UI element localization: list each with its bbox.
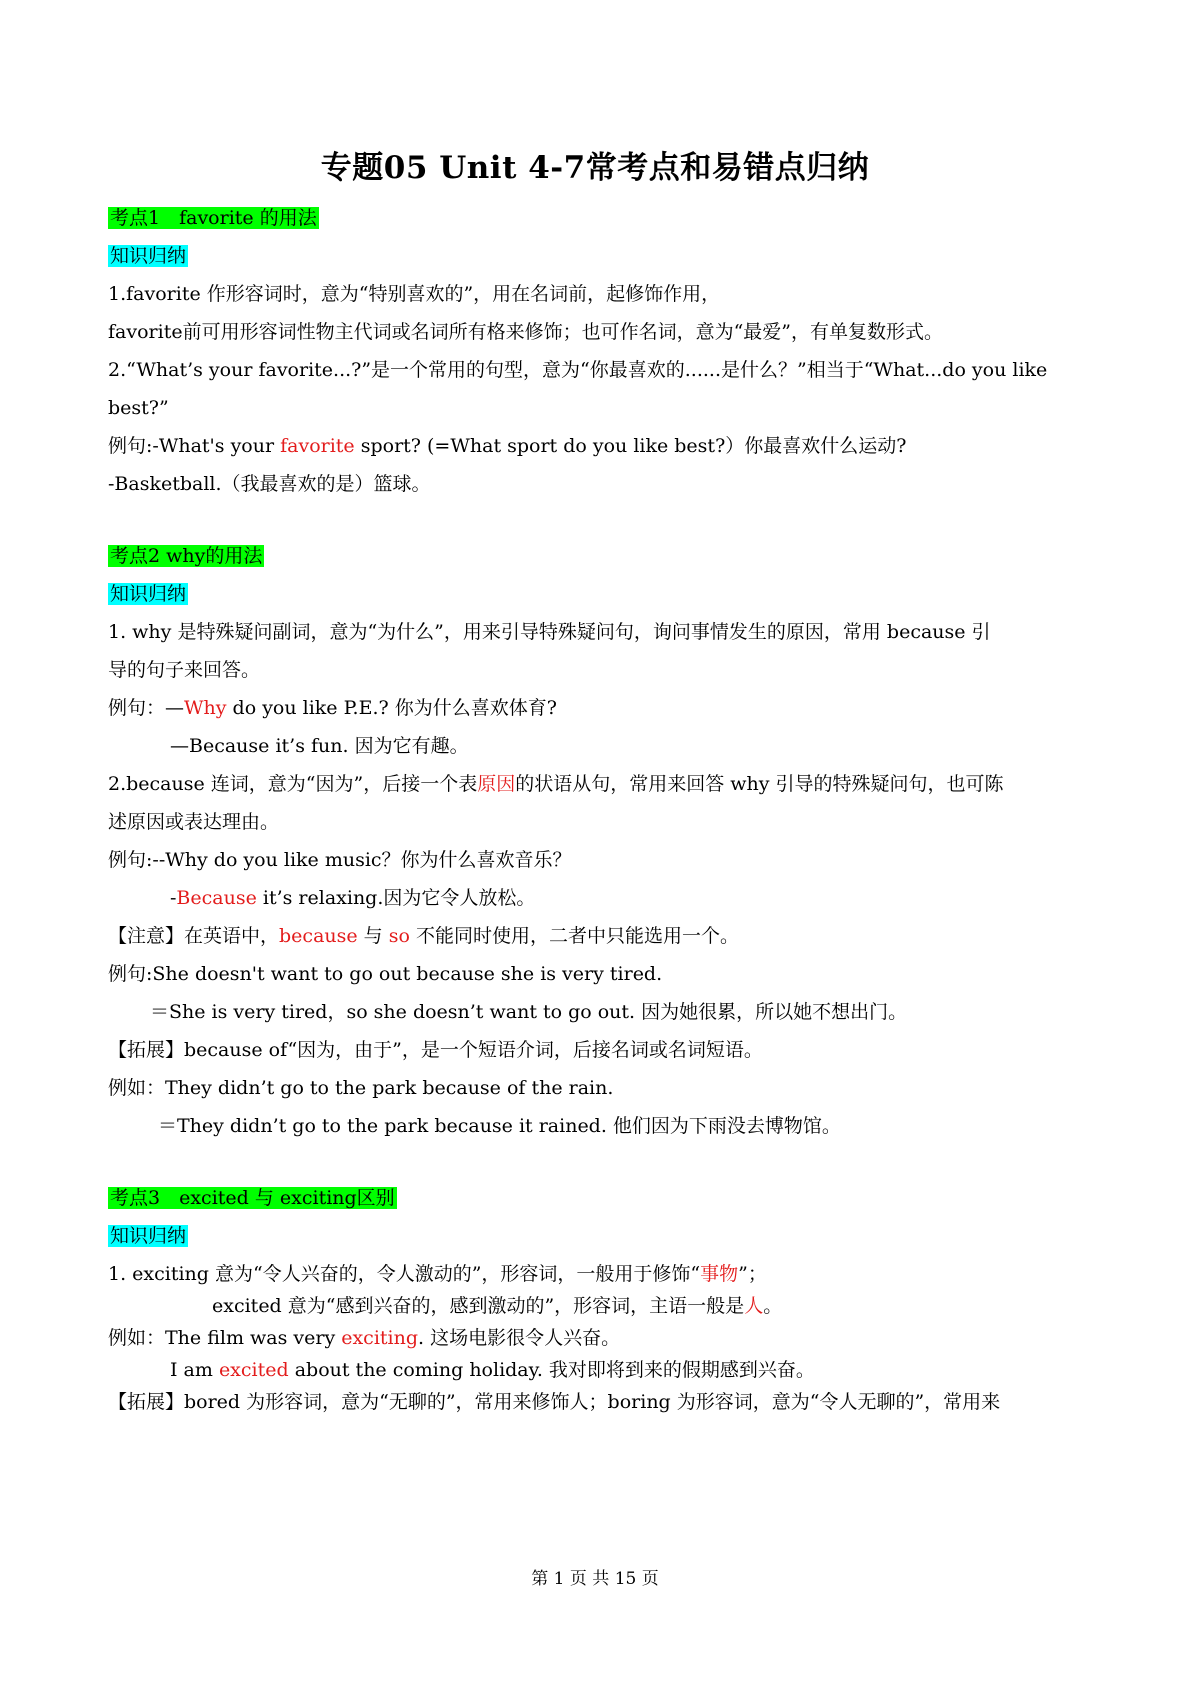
s2-note-2: 【拓展】because of“因为，由于”，是一个短语介词，后接名词或名词短语。 [108,1039,763,1061]
s2-note-1 [108,923,1082,949]
section-2-heading: 考点2 why的用法 [110,545,263,567]
s2-paragraph-3-a: 2.because 连词，意为“因为”，后接一个表 [108,773,478,795]
s3-paragraph-2-b: 。 [763,1295,783,1317]
s2-example-3-red: Because [176,887,257,909]
s3-example-1-red: exciting [341,1327,419,1349]
section-1-sub-line [108,243,1082,269]
page-footer: 第 1 页 共 15 页 [531,1569,659,1589]
s3-example-2-red: excited [218,1359,289,1381]
s3-example-1-b: . 这场电影很令人兴奋。 [418,1327,621,1349]
s2-example-3-b: it’s relaxing.因为它令人放松。 [256,887,536,909]
s3-example-1 [108,1325,1082,1351]
s1-paragraph-2: favorite前可用形容词性物主代词或名词所有格来修饰；也可作名词，意为“最爱”，有单复数形式。 [108,321,944,343]
section-3-heading: 考点3 excited 与 exciting区别 [110,1187,395,1209]
s2-example-1-red: Why [184,697,227,719]
s2-note-1-a: 【注意】在英语中， [108,925,280,947]
s3-example-2-b: about the coming holiday. 我对即将到来的假期感到兴奋。 [288,1359,815,1381]
s3-paragraph-2 [212,1293,1082,1319]
s1-paragraph-3: 2.“What’s your favorite...?”是一个常用的句型，意为“你最喜欢的......是什么？”相当于“What...do you like [108,359,1048,381]
page-title: 专题05 Unit 4-7常考点和易错点归纳 [320,150,870,186]
s1-paragraph-1: 1.favorite 作形容词时，意为“特别喜欢的”，用在名词前，起修饰作用， [108,283,721,305]
s3-paragraph-1-a: 1. exciting 意为“令人兴奋的，令人激动的”，形容词，一般用于修饰“ [108,1263,701,1285]
s2-example-2: 例句:--Why do you like music？你为什么喜欢音乐？ [108,849,572,871]
section-2-sub-line [108,581,1082,607]
s2-paragraph-3-red: 原因 [477,773,516,795]
s2-paragraph-4: 述原因或表达理由。 [108,811,280,833]
section-2-subheading: 知识归纳 [110,583,187,605]
s1-example-1 [108,433,1082,459]
s3-paragraph-2-a: excited 意为“感到兴奋的，感到激动的”，形容词，主语一般是 [212,1295,745,1317]
s2-note-1-red-2: so [388,925,410,947]
s2-example-1-answer: —Because it’s fun. 因为它有趣。 [170,735,469,757]
s3-example-2 [170,1357,1082,1383]
section-3-subheading: 知识归纳 [110,1225,187,1247]
s2-example-3-a: - [170,887,177,909]
s3-note-1: 【拓展】bored 为形容词，意为“无聊的”，常用来修饰人；boring 为形容词，意为“令人无聊的”，常用来 [108,1391,1001,1413]
s2-example-7: ＝They didn’t go to the park because it rained. 他们因为下雨没去博物馆。 [158,1115,841,1137]
s3-example-2-a: I am [170,1359,219,1381]
s2-example-5: ＝She is very tired，so she doesn’t want to go out. 因为她很累，所以她不想出门。 [150,1001,908,1023]
s2-example-4: 例句:She doesn't want to go out because she is very tired. [108,963,663,985]
s2-example-6: 例如：They didn’t go to the park because of the rain. [108,1077,614,1099]
s2-note-1-b: 与 [357,925,389,947]
section-1-subheading: 知识归纳 [110,245,187,267]
s2-note-1-c: 不能同时使用，二者中只能选用一个。 [409,925,739,947]
section-1-heading-line [108,205,1082,231]
s3-example-1-a: 例如：The film was very [108,1327,342,1349]
s2-paragraph-3-b: 的状语从句，常用来回答 why 引导的特殊疑问句，也可陈 [515,773,1004,795]
s1-example-2: -Basketball.（我最喜欢的是）篮球。 [108,473,431,495]
s2-example-1-b: do you like P.E.? 你为什么喜欢体育? [226,697,557,719]
s2-note-1-red-1: because [279,925,358,947]
s1-example-1-red: favorite [280,435,355,457]
s3-paragraph-1-b: ”； [738,1263,767,1285]
s1-paragraph-4: best?” [108,397,169,419]
s2-paragraph-1: 1. why 是特殊疑问副词，意为“为什么”，用来引导特殊疑问句，询问事情发生的原因，常用 because 引 [108,621,991,643]
s3-paragraph-1-red: 事物 [700,1263,739,1285]
s2-example-3 [170,885,1082,911]
s2-paragraph-2: 导的句子来回答。 [108,659,261,681]
s3-paragraph-1 [108,1261,1082,1287]
s1-example-1-a: 例句:-What's your [108,435,281,457]
section-2-heading-line [108,543,1082,569]
s3-paragraph-2-red: 人 [744,1295,764,1317]
s2-paragraph-3 [108,771,1082,797]
s2-example-1-a: 例句：— [108,697,185,719]
section-3-heading-line [108,1185,1082,1211]
section-3-sub-line [108,1223,1082,1249]
s1-example-1-b: sport? (=What sport do you like best?）你最喜欢什么运动? [354,435,907,457]
section-1-heading: 考点1 favorite 的用法 [110,207,317,229]
s2-example-1 [108,695,1082,721]
